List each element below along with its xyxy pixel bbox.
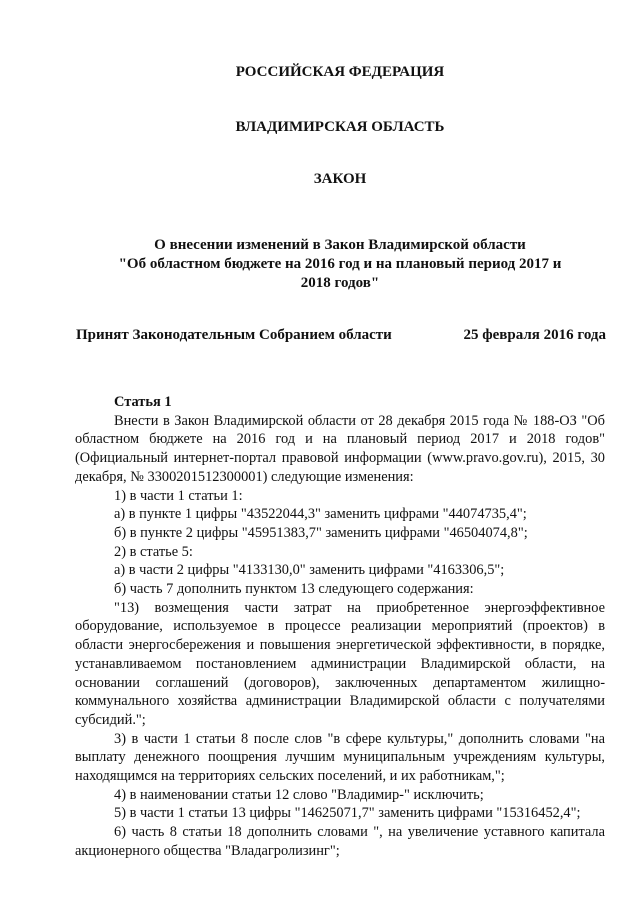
adoption-line (76, 326, 606, 345)
paragraph: 6) часть 8 статьи 18 дополнить словами ", на увеличение уставного капитала акционерного общества "Владагролизинг"; (75, 824, 605, 859)
paragraph: 2) в статье 5: (114, 543, 193, 560)
article-heading: Статья 1 (114, 394, 172, 410)
paragraph: 1) в части 1 статьи 1: (114, 487, 243, 504)
law-title-line: "Об областном бюджете на 2016 год и на плановый период 2017 и (118, 256, 562, 272)
paragraph: 5) в части 1 статьи 13 цифры "14625071,7" заменить цифрами "15316452,4"; (114, 805, 581, 822)
adopted-by: Принят Законодательным Собранием области (76, 327, 392, 343)
paragraph: 3) в части 1 статьи 8 после слов "в сфере культуры," дополнить словами "на выплату денежного поощрения лучшим муниципальным учреждениям культуры, находящимся на территориях сельских поселений, и их работникам,"; (75, 730, 605, 785)
region-heading: ВЛАДИМИРСКАЯ ОБЛАСТЬ (235, 119, 445, 135)
law-title-line: О внесении изменений в Закон Владимирской области (154, 237, 526, 253)
paragraph: "13) возмещения части затрат на приобретенное энергоэффективное оборудование, используемое в процессе реализации мероприятий (проектов) в области энергосбережения и повышения энергетической эффективности, в порядке, устанавливаемом постановлением администрации Владимирской области, на основании соглашений (договоров), заключенных департаментом жилищно-коммунального хозяйства администрации Владимирской области с получателями субсидий."; (75, 599, 605, 728)
doc-type-heading: ЗАКОН (313, 171, 367, 187)
paragraph: а) в пункте 1 цифры "43522044,3" заменить цифрами "44074735,4"; (114, 506, 527, 523)
law-title-line: 2018 годов" (300, 275, 380, 291)
country-heading: РОССИЙСКАЯ ФЕДЕРАЦИЯ (235, 64, 445, 80)
adoption-date: 25 февраля 2016 года (463, 327, 606, 343)
article-body (75, 393, 605, 861)
paragraph: б) в пункте 2 цифры "45951383,7" заменить цифрами "46504074,8"; (114, 524, 528, 541)
paragraph: а) в части 2 цифры "4133130,0" заменить цифрами "4163306,5"; (114, 562, 505, 579)
paragraph: б) часть 7 дополнить пунктом 13 следующего содержания: (114, 581, 474, 598)
law-title (60, 236, 620, 293)
paragraph: Внести в Закон Владимирской области от 28 декабря 2015 года № 188-ОЗ "Об областном бюджете на 2016 год и на плановый период 2017 и 2018 годов" (Официальный интернет-портал правовой информации (www.pravo.gov.ru), 2015, 30 декабря, № 3300201512300001) следующие изменения: (75, 412, 605, 485)
paragraph: 4) в наименовании статьи 12 слово "Владимир-" исключить; (114, 786, 484, 803)
